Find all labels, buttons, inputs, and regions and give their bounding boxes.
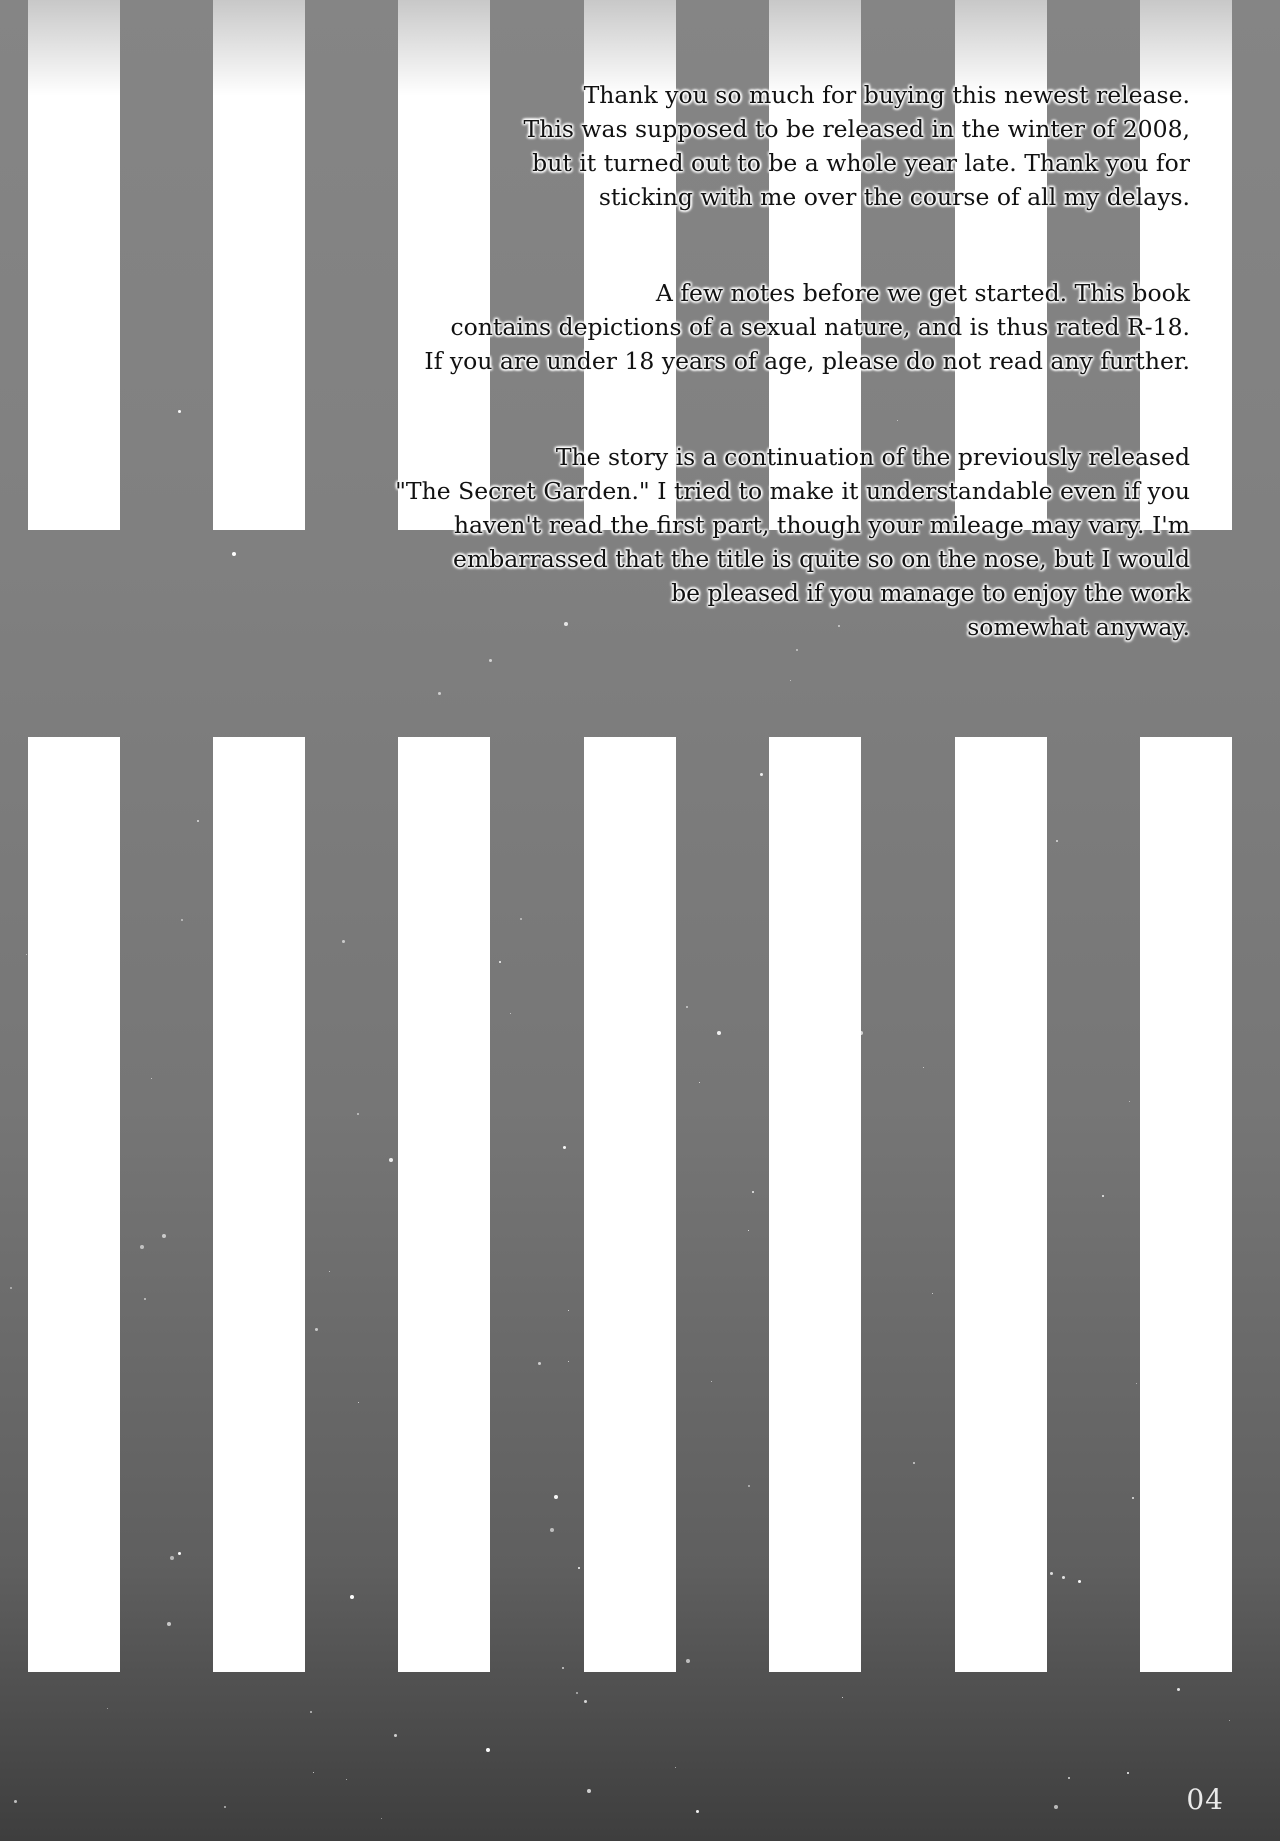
speck bbox=[1102, 1195, 1104, 1197]
speck bbox=[510, 1013, 511, 1014]
speck bbox=[840, 794, 843, 797]
speck bbox=[486, 1748, 490, 1752]
speck bbox=[711, 1381, 712, 1382]
speck bbox=[646, 1587, 649, 1590]
speck bbox=[350, 1595, 354, 1599]
speck bbox=[699, 1082, 700, 1083]
note-line: This was supposed to be released in the winter of 2008, bbox=[523, 115, 1190, 143]
speck bbox=[856, 802, 859, 805]
note-paragraph-thanks bbox=[330, 78, 1190, 214]
speck bbox=[167, 1622, 171, 1626]
speck bbox=[748, 1230, 749, 1231]
speck bbox=[576, 1692, 578, 1694]
speck bbox=[796, 649, 798, 651]
speck bbox=[232, 552, 236, 556]
speck bbox=[562, 1667, 564, 1669]
speck bbox=[14, 1800, 17, 1803]
note-paragraph-rating bbox=[330, 276, 1190, 378]
speck bbox=[587, 1789, 591, 1793]
speck bbox=[181, 919, 183, 921]
note-line: contains depictions of a sexual nature, and is thus rated R-18. bbox=[450, 313, 1190, 341]
speck bbox=[1021, 1192, 1022, 1193]
speck bbox=[923, 1067, 924, 1068]
speck bbox=[178, 410, 181, 413]
speck bbox=[1229, 1720, 1230, 1721]
note-line: "The Secret Garden." I tried to make it understandable even if you bbox=[395, 477, 1190, 505]
speck bbox=[358, 1402, 359, 1403]
speck bbox=[75, 1135, 77, 1137]
speck bbox=[1129, 1101, 1130, 1102]
speck bbox=[785, 1217, 787, 1219]
speck bbox=[808, 1172, 812, 1176]
note-line: The story is a continuation of the previously released bbox=[555, 443, 1190, 471]
speck bbox=[438, 692, 441, 695]
speck bbox=[620, 962, 622, 964]
author-notes bbox=[330, 78, 1190, 644]
speck bbox=[47, 1377, 50, 1380]
speck bbox=[601, 1229, 603, 1231]
speck bbox=[151, 1078, 152, 1079]
note-paragraph-story bbox=[330, 440, 1190, 644]
speck bbox=[453, 1109, 454, 1110]
speck bbox=[423, 1315, 424, 1316]
speck bbox=[568, 1310, 569, 1311]
speck bbox=[520, 918, 522, 920]
speck bbox=[1206, 1043, 1210, 1047]
speck bbox=[81, 972, 83, 974]
speck bbox=[381, 1818, 382, 1819]
speck bbox=[162, 1234, 166, 1238]
speck bbox=[550, 1528, 554, 1532]
speck bbox=[554, 1495, 558, 1499]
speck bbox=[70, 1193, 73, 1196]
speck bbox=[295, 1379, 298, 1382]
speck bbox=[992, 1519, 993, 1520]
speck bbox=[315, 1328, 318, 1331]
speck bbox=[675, 1205, 676, 1206]
note-line: Thank you so much for buying this newest release. bbox=[583, 81, 1190, 109]
speck bbox=[1068, 1777, 1070, 1779]
speck bbox=[1056, 840, 1058, 842]
speck bbox=[859, 1031, 863, 1035]
speck bbox=[778, 1156, 779, 1157]
speck bbox=[686, 1659, 690, 1663]
speck bbox=[222, 511, 223, 512]
speck bbox=[584, 1700, 587, 1703]
speck bbox=[112, 774, 113, 775]
white-stripe bbox=[398, 737, 490, 1672]
speck bbox=[241, 1481, 242, 1482]
speck bbox=[717, 1031, 721, 1035]
speck bbox=[140, 1245, 144, 1249]
speck bbox=[627, 1374, 628, 1375]
speck bbox=[107, 1708, 108, 1709]
speck bbox=[445, 1531, 448, 1534]
speck bbox=[913, 1462, 915, 1464]
speck bbox=[568, 1361, 569, 1362]
speck bbox=[696, 1810, 699, 1813]
speck bbox=[831, 1165, 835, 1169]
speck bbox=[313, 1772, 314, 1773]
note-line: embarrassed that the title is quite so on the nose, but I would bbox=[453, 545, 1190, 573]
speck bbox=[224, 1625, 227, 1628]
speck bbox=[178, 1552, 181, 1555]
speck bbox=[220, 346, 224, 350]
speck bbox=[595, 963, 599, 967]
speck bbox=[637, 1530, 641, 1534]
speck bbox=[329, 1271, 330, 1272]
white-stripe bbox=[28, 737, 120, 1672]
speck bbox=[1221, 1429, 1223, 1431]
speck bbox=[675, 1767, 676, 1768]
speck bbox=[389, 1158, 393, 1162]
speck bbox=[144, 1298, 146, 1300]
speck bbox=[90, 1117, 91, 1118]
speck bbox=[578, 1567, 580, 1569]
speck bbox=[170, 1556, 174, 1560]
speck bbox=[281, 1168, 284, 1171]
white-stripe bbox=[213, 0, 305, 530]
speck bbox=[444, 1452, 445, 1453]
speck bbox=[64, 1616, 68, 1620]
speck bbox=[790, 680, 791, 681]
note-line: haven't read the first part, though your mileage may vary. I'm bbox=[453, 511, 1190, 539]
speck bbox=[752, 1191, 754, 1193]
speck bbox=[686, 1006, 688, 1008]
speck bbox=[769, 1179, 773, 1183]
speck bbox=[807, 779, 811, 783]
speck bbox=[1132, 1497, 1134, 1499]
speck bbox=[403, 1646, 405, 1648]
white-stripe bbox=[213, 737, 305, 1672]
speck bbox=[98, 808, 99, 809]
speck bbox=[760, 773, 763, 776]
speck bbox=[932, 1293, 933, 1294]
speck bbox=[593, 799, 595, 801]
speck bbox=[224, 1806, 226, 1808]
speck bbox=[346, 1779, 347, 1780]
note-line: A few notes before we get started. This book bbox=[655, 279, 1190, 307]
speck bbox=[1127, 1772, 1129, 1774]
note-line: be pleased if you manage to enjoy the work bbox=[671, 579, 1190, 607]
speck bbox=[262, 1335, 264, 1337]
speck bbox=[1213, 1074, 1215, 1076]
speck bbox=[804, 1137, 806, 1139]
speck bbox=[10, 1287, 12, 1289]
note-line: If you are under 18 years of age, please do not read any further. bbox=[424, 347, 1190, 375]
speck bbox=[584, 1365, 588, 1369]
speck bbox=[563, 1146, 566, 1149]
speck bbox=[463, 962, 464, 963]
note-line: but it turned out to be a whole year late. Thank you for bbox=[532, 149, 1190, 177]
white-stripe bbox=[1140, 737, 1232, 1672]
speck bbox=[1177, 1688, 1180, 1691]
speck bbox=[357, 1113, 359, 1115]
speck bbox=[1036, 1434, 1039, 1437]
speck bbox=[642, 1233, 646, 1237]
speck bbox=[1227, 1628, 1231, 1632]
white-stripe bbox=[28, 0, 120, 530]
note-line: sticking with me over the course of all my delays. bbox=[598, 183, 1190, 211]
speck bbox=[394, 1734, 397, 1737]
speck bbox=[842, 1697, 843, 1698]
speck bbox=[844, 1301, 848, 1305]
speck bbox=[197, 820, 199, 822]
speck bbox=[34, 1052, 37, 1055]
speck bbox=[342, 940, 345, 943]
page-number: 04 bbox=[1186, 1783, 1224, 1816]
speck bbox=[612, 1196, 613, 1197]
speck bbox=[538, 1362, 541, 1365]
speck bbox=[1062, 1576, 1065, 1579]
speck bbox=[748, 1485, 750, 1487]
note-line: somewhat anyway. bbox=[967, 613, 1190, 641]
white-stripe bbox=[769, 737, 861, 1672]
speck bbox=[1206, 334, 1208, 336]
speck bbox=[40, 795, 43, 798]
speck bbox=[74, 1112, 76, 1114]
speck bbox=[1078, 1580, 1081, 1583]
speck bbox=[1006, 760, 1007, 761]
speck bbox=[1050, 1572, 1053, 1575]
speck bbox=[1136, 1383, 1137, 1384]
speck bbox=[1218, 1320, 1219, 1321]
speck bbox=[26, 954, 27, 955]
speck bbox=[1054, 1805, 1058, 1809]
speck bbox=[310, 1711, 312, 1713]
white-stripe bbox=[955, 737, 1047, 1672]
speck bbox=[489, 659, 492, 662]
speck bbox=[1169, 1440, 1173, 1444]
speck bbox=[244, 1044, 245, 1045]
speck bbox=[499, 961, 501, 963]
white-stripe bbox=[584, 737, 676, 1672]
